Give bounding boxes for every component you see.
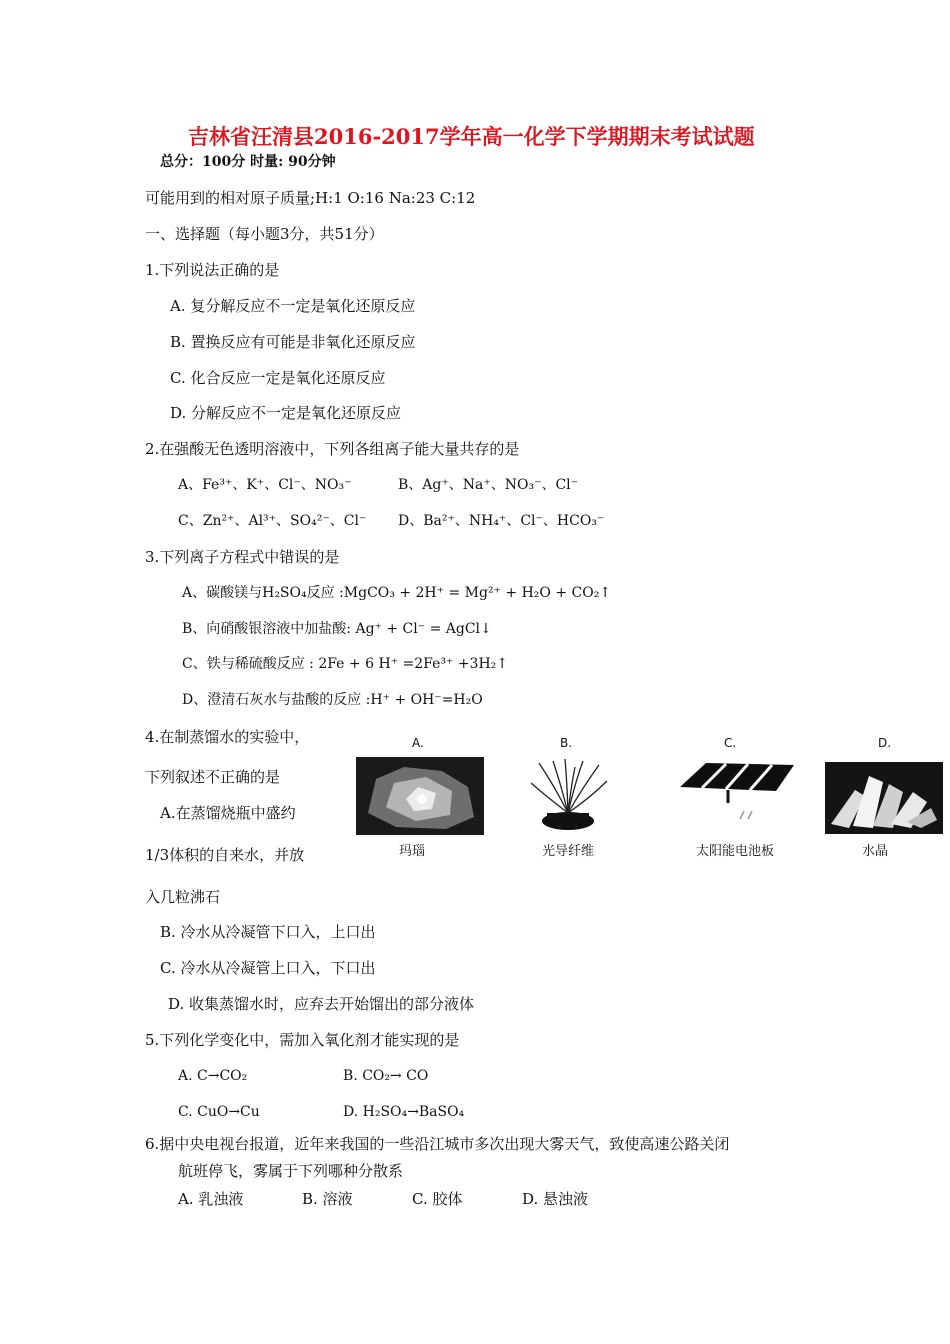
q5-option-c: C. CuO→Cu bbox=[178, 1104, 260, 1120]
q3-option-d: D、澄清石灰水与盐酸的反应 :H⁺ + OH⁻=H₂O bbox=[182, 692, 483, 708]
q1-option-b: B. 置换反应有可能是非氧化还原反应 bbox=[170, 333, 416, 351]
q4-stem-line2: 下列叙述不正确的是 bbox=[145, 768, 281, 786]
q4-option-b: B. 冷水从冷凝管下口入，上口出 bbox=[160, 923, 376, 941]
q6-stem-line2: 航班停飞，雾属于下列哪种分散系 bbox=[178, 1162, 404, 1180]
crystal-image bbox=[825, 762, 943, 834]
optical-fiber-image bbox=[525, 757, 611, 835]
q6-option-d: D. 悬浊液 bbox=[522, 1190, 589, 1208]
agate-image bbox=[356, 757, 484, 835]
q4-option-a-line3: 入几粒沸石 bbox=[145, 888, 221, 906]
q2-stem: 2.在强酸无色透明溶液中，下列各组离子能大量共存的是 bbox=[145, 440, 520, 458]
q4-option-d: D. 收集蒸馏水时，应弃去开始馏出的部分液体 bbox=[168, 995, 475, 1013]
q3-option-b: B、向硝酸银溶液中加盐酸: Ag⁺ + Cl⁻ = AgCl↓ bbox=[182, 621, 492, 637]
q3-stem: 3.下列离子方程式中错误的是 bbox=[145, 548, 340, 566]
solar-panel-image bbox=[672, 757, 800, 835]
q1-option-d: D. 分解反应不一定是氧化还原反应 bbox=[170, 404, 402, 422]
q4-stem-line1: 4.在制蒸馏水的实验中， bbox=[145, 728, 310, 746]
q6-stem-line1: 6.据中央电视台报道，近年来我国的一些沿江城市多次出现大雾天气，致使高速公路关闭 bbox=[145, 1135, 730, 1153]
section-heading: 一、选择题（每小题3分，共51分） bbox=[145, 225, 384, 243]
figure-caption-b: 光导纤维 bbox=[541, 844, 594, 859]
q5-option-b: B. CO₂→ CO bbox=[343, 1068, 429, 1084]
figure-label-a: A. bbox=[412, 736, 424, 750]
q3-option-a: A、碳酸镁与H₂SO₄反应 :MgCO₃ + 2H⁺ = Mg²⁺ + H₂O + CO₂↑ bbox=[182, 585, 612, 601]
q5-option-d: D. H₂SO₄→BaSO₄ bbox=[343, 1104, 465, 1120]
q1-stem: 1.下列说法正确的是 bbox=[145, 261, 280, 279]
q4-option-c: C. 冷水从冷凝管上口入，下口出 bbox=[160, 959, 376, 977]
q4-option-a-line1: A.在蒸馏烧瓶中盛约 bbox=[160, 804, 296, 822]
q2-option-b: B、Ag⁺、Na⁺、NO₃⁻、Cl⁻ bbox=[398, 477, 579, 493]
score-time: 总分：100分 时量: 90分钟 bbox=[160, 154, 336, 170]
q4-option-a-line2: 1/3体积的自来水，并放 bbox=[145, 846, 305, 864]
figure-label-b: B. bbox=[560, 736, 573, 750]
figure-caption-d: 水晶 bbox=[861, 844, 888, 859]
q6-option-a: A. 乳浊液 bbox=[178, 1190, 244, 1208]
q5-option-a: A. C→CO₂ bbox=[178, 1068, 248, 1084]
figure-caption-c: 太阳能电池板 bbox=[695, 844, 774, 859]
q5-stem: 5.下列化学变化中，需加入氧化剂才能实现的是 bbox=[145, 1031, 460, 1049]
atomic-masses: 可能用到的相对原子质量;H:1 O:16 Na:23 C:12 bbox=[145, 189, 476, 207]
page-title: 吉林省汪清县2016-2017学年高一化学下学期期末考试试题 bbox=[188, 124, 755, 149]
q1-option-c: C. 化合反应一定是氧化还原反应 bbox=[170, 369, 386, 387]
q3-option-c: C、铁与稀硫酸反应 : 2Fe + 6 H⁺ =2Fe³⁺ +3H₂↑ bbox=[182, 656, 509, 672]
figure-label-c: C. bbox=[724, 736, 737, 750]
q6-option-c: C. 胶体 bbox=[412, 1190, 463, 1208]
q2-option-d: D、Ba²⁺、NH₄⁺、Cl⁻、HCO₃⁻ bbox=[398, 513, 605, 529]
q6-option-b: B. 溶液 bbox=[302, 1190, 353, 1208]
q1-option-a: A. 复分解反应不一定是氧化还原反应 bbox=[170, 297, 416, 315]
q2-option-a: A、Fe³⁺、K⁺、Cl⁻、NO₃⁻ bbox=[178, 477, 352, 493]
q2-option-c: C、Zn²⁺、Al³⁺、SO₄²⁻、Cl⁻ bbox=[178, 513, 367, 529]
figure-caption-a: 玛瑙 bbox=[398, 844, 425, 859]
figure-label-d: D. bbox=[878, 736, 892, 750]
